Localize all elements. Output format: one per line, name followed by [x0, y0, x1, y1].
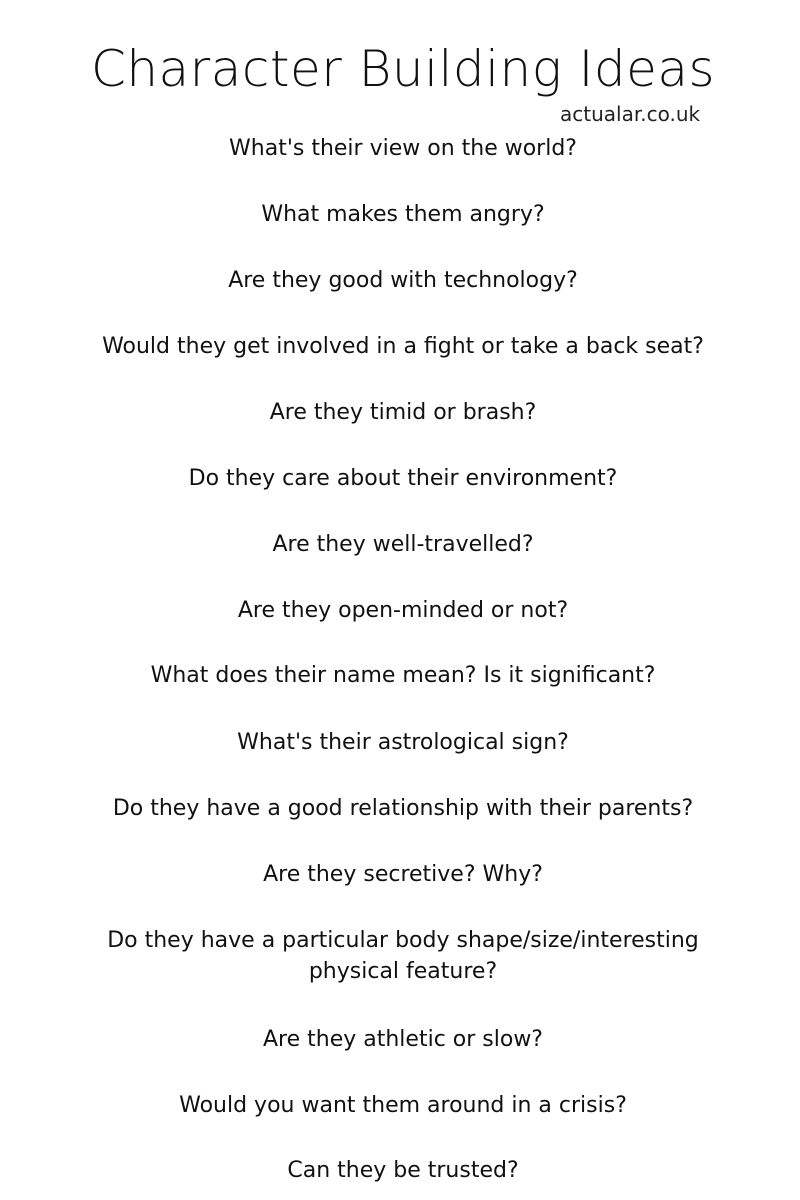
website-credit: actualar.co.uk [560, 102, 701, 126]
question-item: Are they well-travelled? [272, 532, 534, 557]
question-item: Are they athletic or slow? [263, 1027, 543, 1052]
question-item: Do they have a good relationship with their parents? [112, 796, 694, 821]
question-item: Can they be trusted? [287, 1158, 519, 1183]
question-item: Would you want them around in a crisis? [179, 1093, 627, 1118]
page-title: Character Building Ideas [90, 40, 716, 98]
question-item: Are they secretive? Why? [263, 862, 543, 887]
question-item: Do they have a particular body shape/size/interesting physical feature? [107, 928, 699, 984]
question-item: What makes them angry? [261, 202, 545, 227]
question-item: What does their name mean? Is it significant? [150, 663, 656, 688]
question-item: Are they open-minded or not? [237, 598, 569, 623]
question-item: Do they care about their environment? [188, 466, 618, 491]
question-item: Would they get involved in a fight or take a back seat? [102, 334, 704, 359]
question-item: Are they good with technology? [228, 268, 578, 293]
question-item: Are they timid or brash? [269, 400, 537, 425]
question-item: What's their astrological sign? [237, 730, 569, 755]
question-item: What's their view on the world? [229, 136, 577, 161]
